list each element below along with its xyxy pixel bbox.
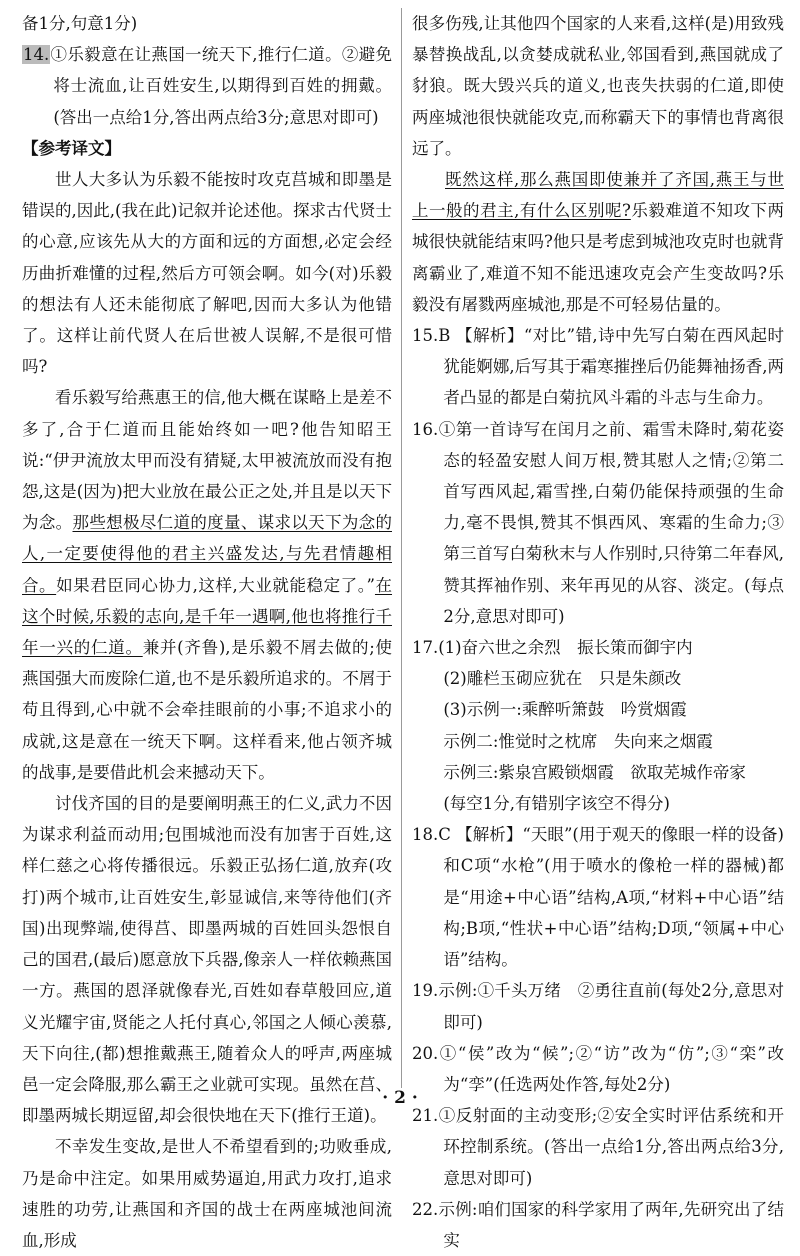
underlined-sentence: 那些想极尽仁道的度量、谋求以天下为念的人,一定要使得他的君主兴盛发达,与先君情趣相合。: [22, 513, 392, 595]
translation-paragraph-6: [412, 164, 784, 320]
underlined-sentence: 既然这样,那么燕国即使兼并了齐国,燕王与世上一般的君主,有什么区别呢?: [412, 170, 784, 221]
answer-17-3: (3)示例一:乘醉听箫鼓 吟赏烟霞: [443, 700, 687, 720]
answer-17-2: (2)雕栏玉砌应犹在 只是朱颜改: [443, 669, 682, 689]
section-heading: 【参考译文】: [22, 138, 121, 158]
answer-20: 20.①“侯”改为“候”;②“访”改为“仿”;③“栾”改为“孪”(任选两处作答,每处2分): [412, 1043, 784, 1094]
text-span: 乐毅难道不知攻下两城很快就能结束吗?他只是考虑到城池攻克时也就背离霸业了,难道不知不能迅速攻克会产生变故吗?乐毅没有屠戮两座城池,那是不可轻易估量的。: [412, 201, 785, 314]
question-number: 14.: [23, 45, 50, 65]
answer-18: 18.C 【解析】“天眼”(用于观天的像眼一样的设备)和C项“水枪”(用于喷水的像枪一样的器械)都是“用途+中心语”结构,A项,“材料+中心语”结构;B项,“性状+中心语”结构;D项,“领属+中心语”结构。: [412, 825, 784, 970]
answer-14-text: ①乐毅意在让燕国一统天下,推行仁道。②避免将士流血,让百姓安生,以期得到百姓的拥戴。(答出一点给1分,答出两点给3分;意思对即可): [50, 45, 392, 127]
translation-paragraph-5: 很多伤残,让其他四个国家的人来看,这样(是)用致残暴替换战乱,以贪婪成就私业,邻国看到,燕国就成了豺狼。既大毁兴兵的道义,也丧失扶弱的仁道,即使两座城池很快就能攻克,而称霸天下的事情也背离很远了。: [412, 14, 784, 158]
translation-paragraph-2: [22, 382, 392, 788]
translation-paragraph-1: 世人大多认为乐毅不能按时攻克莒城和即墨是错误的,因此,(我在此)记叙并论述他。探求古代贤士的心意,应该先从大的方面和远的方面想,必定会经历曲折难懂的过程,然后方可领会啊。如今(对)乐毅的想法有人还未能彻底了解吧,因而大多认为他错了。这样让前代贤人在后世被人误解,不是很可惜吗?: [22, 170, 392, 377]
answer-17-example-3: 示例三:紫泉宫殿锁烟霞 欲取芜城作帝家: [443, 762, 746, 782]
answer-continuation: 备1分,句意1分): [22, 14, 138, 33]
answer-19: 19.示例:①千头万绪 ②勇往直前(每处2分,意思对即可): [412, 981, 784, 1032]
answer-14: [22, 39, 392, 133]
text-span: 兼并(齐鲁),是乐毅不屑去做的;使燕国强大而废除仁道,也不是乐毅所追求的。不屑于苟且得到,心中就不会牵挂眼前的小事;不追求小的成就,这是意在一统天下啊。这样看来,他占领齐城的战事,是要借此机会来撼动天下。: [22, 638, 393, 782]
right-column: [412, 8, 784, 1256]
underlined-sentence: 在这个时候,乐毅的志向,是千年一遇啊,他也将推行千年一兴的仁道。: [22, 575, 393, 658]
text-span: 如果君臣同心协力,这样,大业就能稳定了。”: [56, 575, 375, 595]
answer-16: 16.①第一首诗写在闰月之前、霜雪未降时,菊花姿态的轻盈安慰人间万根,赞其慰人之情;②第二首写西风起,霜雪挫,白菊仍能保持顽强的生命力,毫不畏惧,赞其不惧西风、寒霜的生命力;③第三首写白菊秋末与人作别时,只待第二年春风,赞其挥袖作别、来年再见的从容、淡定。(每点2分,意思对即可): [412, 419, 784, 626]
answer-17-scoring: (每空1分,有错别字该空不得分): [443, 794, 670, 814]
translation-paragraph-3: 讨伐齐国的目的是要阐明燕王的仁义,武力不因为谋求利益而动用;包围城池而没有加害于百姓,这样仁慈之心将传播很远。乐毅正弘扬仁道,放弃(攻打)两个城市,让百姓安生,彰显诚信,来等待他们(齐国)出现弊端,使得莒、即墨两城的百姓回头怨恨自己的国君,(最后)愿意放下兵器,像亲人一样依赖燕国一方。燕国的恩泽就像春光,百姓如春草般回应,道义光耀宇宙,贤能之人托付真心,邻国之人倾心羡慕,天下向往,(都)想推戴燕王,随着众人的呼声,两座城邑一定会降服,那么霸王之业就可实现。虽然在莒、即墨两城长期逗留,却会很快地在天下(推行王道)。: [22, 794, 392, 1126]
text-span: 看乐毅写给燕惠王的信,他大概在谋略上是差不多了,合于仁道而且能始终如一吧?他告知昭王说:“伊尹流放太甲而没有猜疑,太甲被流放而没有抱怨,这是(因为)把大业放在最公正之处,并且是以天下为念。: [22, 388, 392, 533]
translation-paragraph-4: 不幸发生变故,是世人不希望看到的;功败垂成,乃是命中注定。如果用威势逼迫,用武力攻打,追求速胜的功劳,让燕国和齐国的战士在两座城池间流血,形成: [22, 1137, 392, 1250]
answer-17-example-2: 示例二:惟觉时之枕席 失向来之烟霞: [443, 731, 713, 751]
answer-15: 15.B 【解析】“对比”错,诗中先写白菊在西风起时犹能婀娜,后写其于霜寒摧挫后仍能舞袖扬香,两者凸显的都是白菊抗风斗霜的斗志与生命力。: [412, 326, 784, 408]
page-number: · 2 ·: [382, 1088, 418, 1108]
answer-17-1: 17.(1)奋六世之余烈 振长策而御宇内: [412, 638, 693, 658]
answer-21: 21.①反射面的主动变形;②安全实时评估系统和开环控制系统。(答出一点给1分,答出两点给3分,意思对即可): [412, 1106, 784, 1188]
left-column: [22, 8, 392, 1256]
column-divider: [401, 8, 402, 1088]
answer-22: 22.示例:咱们国家的科学家用了两年,先研究出了结实: [412, 1199, 784, 1250]
